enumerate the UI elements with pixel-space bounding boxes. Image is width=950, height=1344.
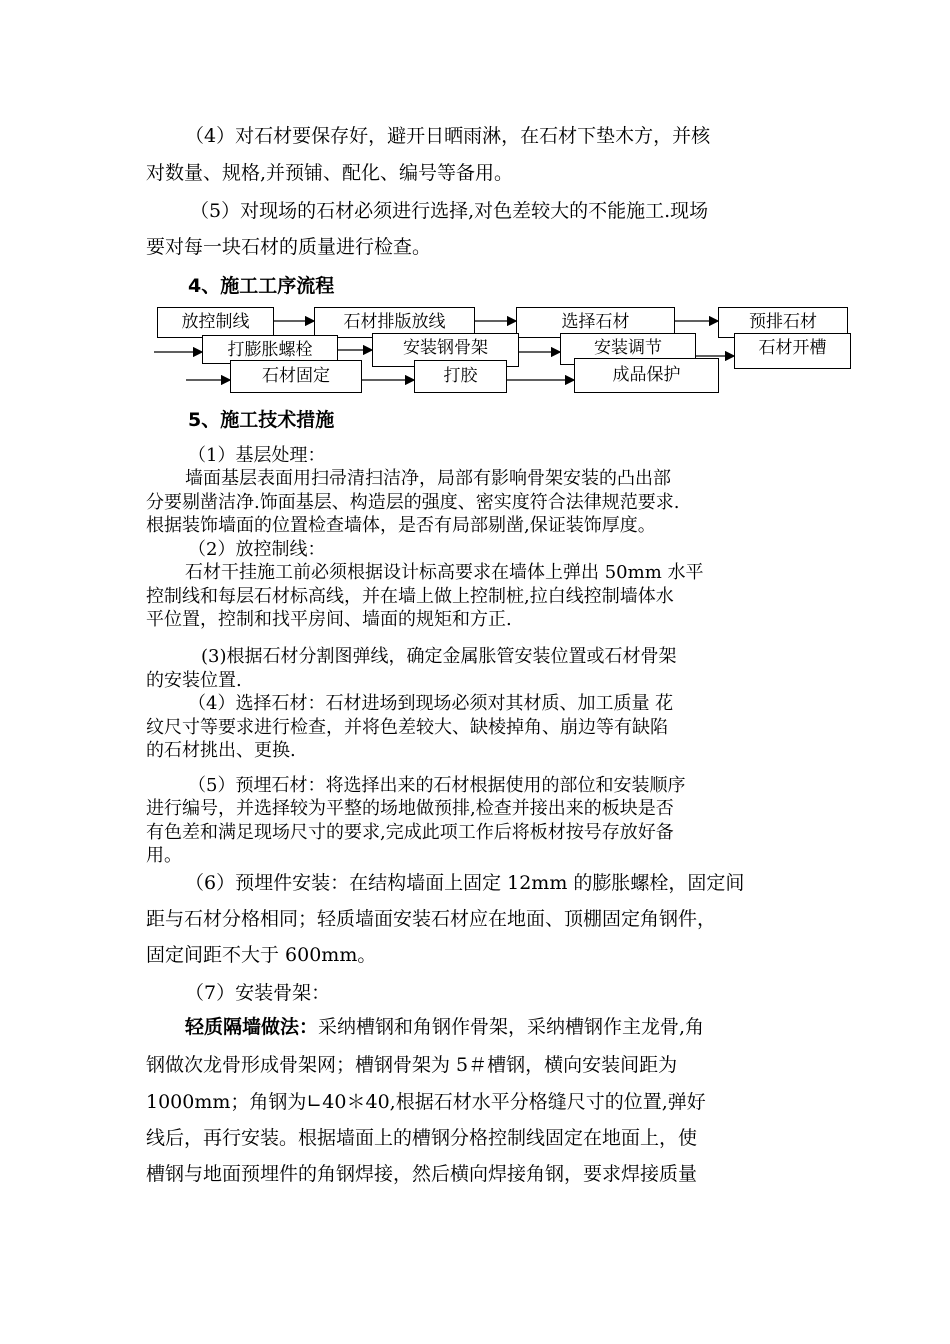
tech-2-line3: 平位置，控制和找平房间、墙面的规矩和方正. [146, 609, 512, 630]
tech-7-line2: 钢做次龙骨形成骨架网；槽钢骨架为 5＃槽钢，横向安装间距为 [146, 1054, 678, 1076]
tech-6-line3: 固定间距不大于 600mm。 [146, 944, 377, 966]
tech-5-line3: 有色差和满足现场尺寸的要求,完成此项工作后将板材按号存放好备 [146, 822, 674, 843]
tech-7-title: （7）安装骨架： [185, 982, 331, 1004]
tech-4-line3: 的石材挑出、更换. [146, 740, 296, 761]
flow-step-install-steel-frame: 安装钢骨架 [372, 333, 519, 367]
para-5-line1: （5）对现场的石材必须进行选择,对色差较大的不能施工.现场 [190, 200, 709, 222]
tech-4-line1: （4）选择石材：石材进场到现场必须对其材质、加工质量 花 [188, 693, 674, 714]
tech-5-line4: 用。 [146, 845, 182, 866]
para-4-line1: （4）对石材要保存好，避开日晒雨淋，在石材下垫木方，并核 [185, 125, 711, 147]
heading-technical-measures: 5、施工技术措施 [188, 409, 335, 431]
tech-2-title: （2）放控制线： [188, 539, 326, 560]
tech-1-line1: 墙面基层表面用扫帚清扫洁净，局部有影响骨架安装的凸出部 [185, 468, 671, 489]
tech-2-line1: 石材干挂施工前必须根据设计标高要求在墙体上弹出 50mm 水平 [185, 562, 704, 583]
tech-4-line2: 纹尺寸等要求进行检查，并将色差较大、缺棱掉角、崩边等有缺陷 [146, 717, 668, 738]
flow-step-stone-slotting: 石材开槽 [734, 333, 851, 369]
tech-3-line1: (3)根据石材分割图弹线，确定金属胀管安装位置或石材骨架 [201, 646, 677, 667]
flow-step-expansion-bolts: 打膨胀螺栓 [202, 335, 338, 364]
tech-6-line2: 距与石材分格相同；轻质墙面安装石材应在地面、顶棚固定角钢件， [146, 908, 717, 930]
flow-step-product-protection: 成品保护 [574, 358, 719, 393]
flow-step-install-adjust: 安装调节 [560, 333, 696, 365]
tech-7-line3: 1000mm；角钢为∟40＊40,根据石材水平分格缝尺寸的位置,弹好 [146, 1091, 706, 1113]
flow-step-pre-arrange-stone: 预排石材 [718, 307, 848, 338]
tech-7-line4: 线后，再行安装。根据墙面上的槽钢分格控制线固定在地面上，使 [146, 1127, 698, 1149]
tech-2-line2: 控制线和每层石材标高线，并在墙上做上控制桩,拉白线控制墙体水 [146, 586, 674, 607]
light-partition-method-label: 轻质隔墙做法： [185, 1016, 319, 1038]
tech-1-line2: 分要剔凿洁净.饰面基层、构造层的强度、密实度符合法律规范要求. [146, 492, 680, 513]
tech-6-line1: （6）预埋件安装：在结构墙面上固定 12mm 的膨胀螺栓，固定间 [185, 872, 745, 894]
tech-3-line2: 的安装位置. [146, 670, 242, 691]
heading-process-flow: 4、施工工序流程 [188, 275, 335, 297]
tech-1-line3: 根据装饰墙面的位置检查墙体，是否有局部剔凿,保证装饰厚度。 [146, 515, 656, 536]
tech-1-title: （1）基层处理： [188, 445, 326, 466]
flow-step-stone-fixing: 石材固定 [230, 360, 362, 393]
para-5-line2: 要对每一块石材的质量进行检查。 [146, 236, 432, 258]
flow-step-layout-control-lines: 放控制线 [157, 307, 274, 338]
flow-step-sealant: 打胶 [414, 360, 507, 393]
flow-step-select-stone: 选择石材 [516, 307, 675, 338]
tech-7-line1-text: 采纳槽钢和角钢作骨架，采纳槽钢作主龙骨,角 [318, 1016, 705, 1038]
tech-5-line2: 进行编号，并选择较为平整的场地做预排,检查并接出来的板块是否 [146, 798, 674, 819]
tech-5-line1: （5）预埋石材：将选择出来的石材根据使用的部位和安装顺序 [188, 775, 686, 796]
tech-7-line5: 槽钢与地面预埋件的角钢焊接，然后横向焊接角钢，要求焊接质量 [146, 1163, 698, 1185]
flow-step-stone-layout: 石材排版放线 [314, 307, 475, 338]
tech-7-line1 [185, 1010, 855, 1044]
para-4-line2: 对数量、规格,并预铺、配化、编号等备用。 [146, 162, 514, 184]
